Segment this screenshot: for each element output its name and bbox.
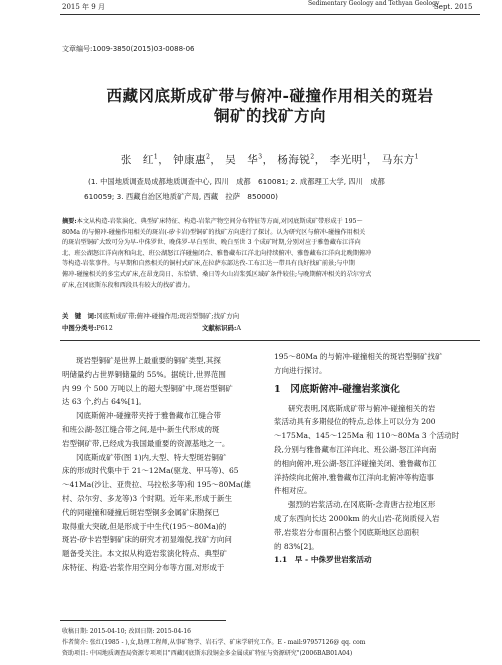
body-line: 达 63 个,约占 64%[1]。 bbox=[62, 397, 146, 407]
body-line: ～175Ma、145～125Ma 和 110～80Ma 3 个活动时 bbox=[274, 431, 460, 441]
abstract-line: 摘要:本文从构造-岩浆演化、典型矿床特征、构造-岩浆产物空间分布特征等方面,对冈底斯成矿带形成于 195～ bbox=[62, 218, 363, 225]
body-line: 斑岩型铜矿是世界上最重要的铜矿类型,其探 bbox=[76, 356, 221, 365]
body-line: 方向进行探讨。 bbox=[274, 365, 327, 375]
body-line: ～41Ma(沙让、亚贵拉、马拉松多等)和 195～80Ma(雄 bbox=[62, 480, 251, 490]
affiliation-line1: (1. 中国地质调查局成都地质调查中心, 四川 成都 610081; 2. 成都理工大学, 四川 成都 bbox=[88, 177, 385, 186]
body-line: 取得重大突破,但是形成于中生代(195～80Ma)的 bbox=[62, 521, 227, 531]
author-list: 张 红$^1$， 钟康惠$^2$， 吴 华$^3$， 杨海锐$^2$， 李光明$^1$， 马东方$^1$ bbox=[120, 153, 420, 166]
author: 杨海锐$^2$ bbox=[277, 153, 315, 166]
body-right-column bbox=[274, 350, 480, 567]
author: 李光明$^1$ bbox=[329, 153, 367, 166]
body-line: 床特征、构造-岩浆作用空间分布等方面,对形成于 bbox=[62, 562, 225, 572]
header-journal: Sedimentary Geology and Tethyan Geology bbox=[308, 0, 440, 7]
doc-code: 文献标识码:A bbox=[202, 324, 241, 332]
abstract-label: 摘要: bbox=[62, 218, 77, 225]
keywords-text: 冈底斯成矿带;俯冲-碰撞作用;斑岩型铜矿;找矿方向 bbox=[96, 312, 240, 320]
abstract-line: 80Ma 的与俯冲-碰撞作用相关的斑岩(-矽卡岩)型铜矿的找矿方向进行了探讨。认为研究区与俯冲-碰撞作用相关 bbox=[62, 228, 366, 236]
body-line: 的相向俯冲,班公湖-怒江洋碰撞关闭、雅鲁藏布江 bbox=[274, 458, 437, 468]
body-left-column bbox=[62, 354, 268, 575]
abstract-line: 等构造-岩浆事件。与早期和自然相关的铜村式矿床,在拉萨东部达孜-工布江达一带具有良好找矿前景;与中期 bbox=[62, 260, 355, 268]
abstract-line: 北、班公湖怒江洋向南和向北、班公湖怒江洋碰撞闭合、雅鲁藏布江洋北向持续俯冲、雅鲁藏布江洋向北晚期俯冲 bbox=[62, 249, 372, 257]
body-line: 洋持续向北俯冲,雅鲁藏布江洋向北俯冲等构造事 bbox=[274, 472, 434, 482]
article-number: 文章编号:1009-3850(2015)03-0088-06 bbox=[62, 45, 195, 53]
footnote-rule bbox=[60, 620, 226, 621]
keywords bbox=[62, 311, 239, 320]
subsection-heading: 1.1 早 - 中侏罗世岩浆活动 bbox=[274, 555, 372, 565]
body-line: 件相对应。 bbox=[274, 486, 312, 496]
abstract-rule bbox=[60, 340, 480, 341]
body-line: 题备受关注。本文拟从构造岩浆演化特点、典型矿 bbox=[62, 549, 227, 559]
header-rule bbox=[60, 14, 480, 15]
header-date: 2015 年 9 月 bbox=[62, 3, 105, 11]
abstract-line: 矿床,在冈底斯东段和西段具有较大的找矿潜力。 bbox=[62, 281, 194, 289]
body-line: 成了东西向长达 2000km 的火山岩-花岗质侵入岩 bbox=[274, 513, 440, 523]
body-line: 带,岩浆岩分布面积占整个冈底斯地区总面积 bbox=[274, 527, 419, 537]
running-header bbox=[0, 0, 502, 14]
author: 张 红$^1$ bbox=[120, 153, 159, 166]
body-line: 研究表明,冈底斯成矿带与俯冲-碰撞相关的岩 bbox=[288, 403, 436, 413]
affiliation-line2: 610059; 3. 西藏自治区地质矿产局, 西藏 拉萨 850000) bbox=[84, 192, 279, 201]
body-line: 和班公湖-怒江缝合带之间,是中-新生代形成的斑 bbox=[62, 424, 220, 434]
body-line: 的 83%[2]。 bbox=[274, 541, 319, 551]
body-line: 岩型铜矿带,已经成为我国最重要的资源基地之一。 bbox=[62, 438, 230, 448]
abstract-line: 的斑岩型铜矿大致可分为早-中侏罗世、晚侏罗-早白垩世、晚白垩世 3 个成矿时期,分别对应于雅鲁藏布江洋向 bbox=[62, 239, 361, 247]
body-line: 195～80Ma 的与俯冲-碰撞相关的斑岩型铜矿找矿 bbox=[274, 352, 443, 361]
paper-title-line1: 西藏冈底斯成矿带与俯冲-碰撞作用相关的斑岩 bbox=[106, 86, 434, 105]
body-line: 冈底斯俯冲-碰撞带夹持于雅鲁藏布江缝合带 bbox=[76, 411, 222, 421]
clc-label: 中图分类号: bbox=[62, 324, 97, 332]
body-line: 冈底斯成矿带(图 1)内,大型、特大型斑岩铜矿 bbox=[76, 452, 227, 462]
section-heading: 1 冈底斯俯冲-碰撞岩浆演化 bbox=[274, 383, 400, 395]
body-line: 段,分别与雅鲁藏布江洋向北、班公湖-怒江洋向南 bbox=[274, 444, 437, 454]
author: 马东方$^1$ bbox=[381, 153, 420, 166]
body-line: 内 99 个 500 万吨以上的超大型铜矿中,斑岩型铜矿 bbox=[62, 383, 233, 393]
paper-title-line2: 铜矿的找矿方向 bbox=[213, 106, 326, 125]
body-line: 强烈的岩浆活动,在冈底斯-念青唐古拉地区形 bbox=[288, 500, 436, 510]
footnote-received: 收稿日期: 2015-04-10; 改回日期: 2015-04-16 bbox=[62, 628, 191, 635]
author: 钟康惠$^2$ bbox=[173, 153, 211, 166]
classification bbox=[62, 323, 241, 332]
body-line: 床的形成时代集中于 21～12Ma(驱龙、甲马等)、65 bbox=[62, 466, 239, 476]
body-line: 村、尕尔穷、多龙等)3 个时期。近年来,形成于新生 bbox=[62, 493, 232, 503]
header-date-en: Sept. 2015 bbox=[434, 3, 473, 11]
body-line: 斑岩-矽卡岩型铜矿床的研究才初显端倪,找矿方向问 bbox=[62, 535, 232, 545]
body-line: 明储量约占世界铜储量的 55%。据统计,世界范围 bbox=[62, 369, 226, 379]
abstract-line: 俯冲-碰撞相关的多宝式矿床,在昂龙岗日、东恰错、桑日等火山岩浆弧区域矿条件较佳;与晚期俯冲相关的尕尔穷式 bbox=[62, 270, 372, 278]
clc-value: P612 bbox=[96, 324, 113, 332]
author: 吴 华$^3$ bbox=[225, 153, 263, 166]
footnote-author: 作者简介: 张红(1985 - ),女,助理工程师,从事矿物学、岩石学、矿床学研究工作。E - mail:97957126@ qq. com bbox=[62, 639, 366, 646]
body-line: 浆活动具有多期侵位的特点,总体上可以分为 200 bbox=[274, 417, 436, 427]
body-line: 代的同碰撞和碰撞后斑岩型铜多金属矿床勘探已 bbox=[62, 507, 220, 517]
abstract bbox=[62, 217, 482, 291]
footnote-fund: 资助项目: 中国地质调查局资源专项项目"西藏冈底斯东段铜金多金属成矿特征与资源研究"(2006BAB01A04) bbox=[62, 650, 353, 657]
keywords-label: 关 键 词: bbox=[62, 312, 97, 320]
